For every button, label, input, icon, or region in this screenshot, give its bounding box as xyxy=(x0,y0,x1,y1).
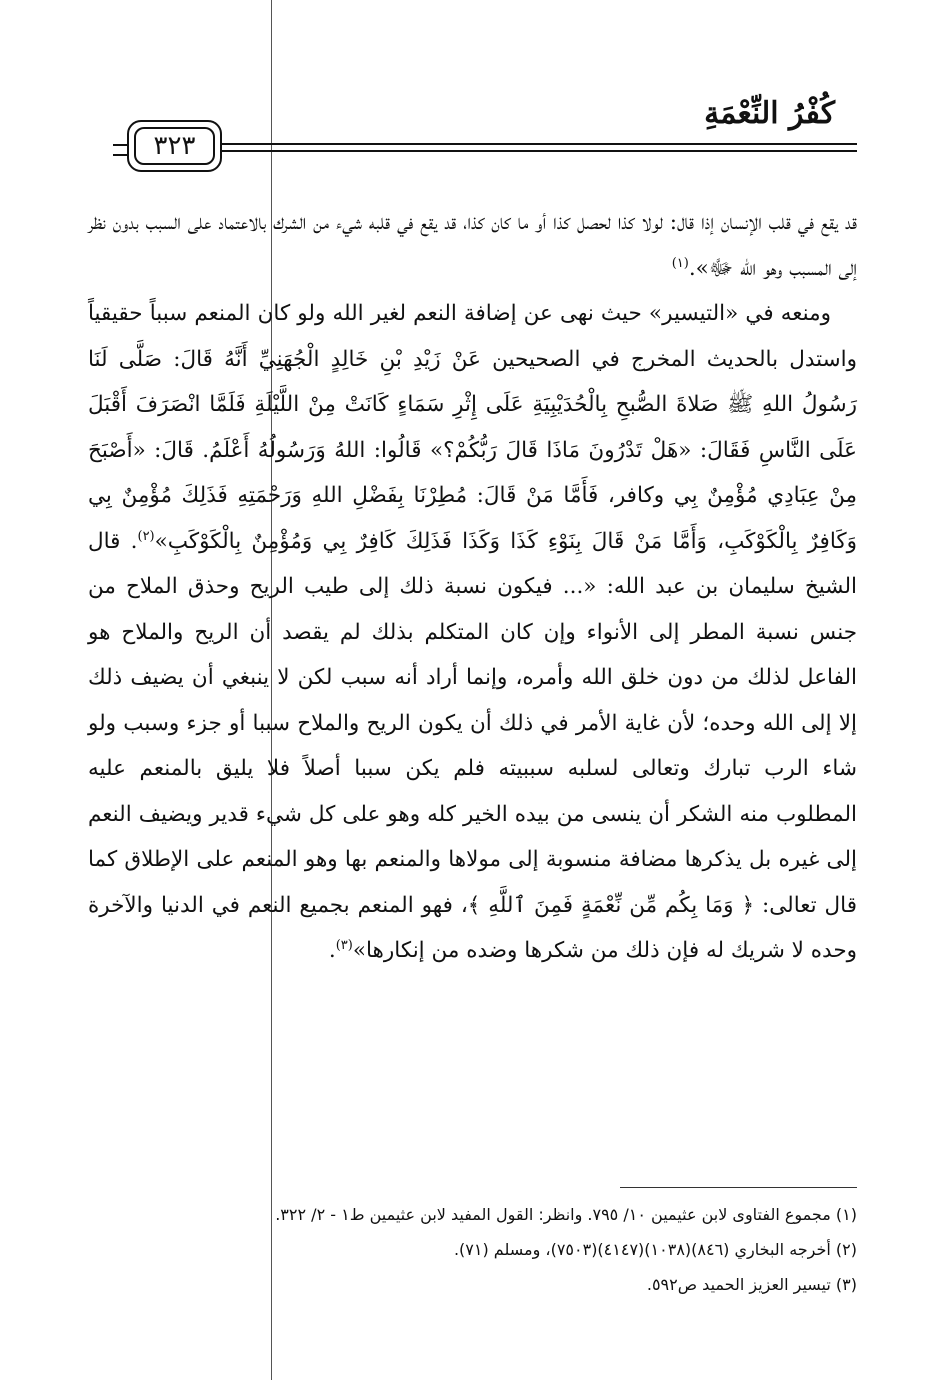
footnotes xyxy=(88,1197,857,1302)
page-header-title: كُفْرُ النِّعْمَةِ xyxy=(704,96,835,131)
paragraph-2-continued: . قال الشيخ سليمان بن عبد الله: «... فيكون نسبة ذلك إلى طيب الريح وحذق الملاح من جنس نسبة المطر إلى الأنواء وإن كان المتكلم بذلك لم يقصد أن الريح والملاح هو الفاعل لذلك من دون خلق الله وأمره، وإنما أراد أنه سبب لكن لا ينبغي أن يضيف ذلك إلا إلى الله وحده؛ لأن غاية الأمر في ذلك أن يكون الريح والملاح سببا أو جزء وسبب ولو شاء الرب تبارك وتعالى لسلبه سببيته فلم يكن سببا أصلاً فلا يليق بالمنعم عليه المطلوب منه الشكر أن ينسى من بيده الخير كله وهو على كل شيء قدير ويضيف النعم إلى غيره بل يذكرها مضافة منسوبة إلى مولاها والمنعم بها وهو المنعم على الإطلاق كما قال تعالى: ﴿ وَمَا بِكُم مِّن نِّعْمَةٍ فَمِنَ ٱللَّهِ ﴾، فهو المنعم بجميع النعم في الدنيا والآخرة وحده لا شريك له فإن ذلك من شكرها وضده من إنكارها» xyxy=(88,528,857,963)
paragraph-2 xyxy=(88,291,857,974)
header-rule-bottom xyxy=(222,150,857,152)
footnote-ref-1[interactable]: (١) xyxy=(671,255,689,271)
paragraph-2-end: . xyxy=(328,938,336,963)
footnote-ref-2[interactable]: (٢) xyxy=(137,528,155,544)
footnote-3: (٣) تيسير العزيز الحميد ص٥٩٢. xyxy=(646,1275,857,1294)
page-number: ٣٢٣ xyxy=(134,127,215,165)
footnote-2: (٢) أخرجه البخاري (٨٤٦)(١٠٣٨)(٤١٤٧)(٧٥٠٣)، ومسلم (٧١). xyxy=(453,1240,857,1259)
paragraph-2-text: ومنعه في «التيسير» حيث نهى عن إضافة النعم لغير الله ولو كان المنعم سبباً حقيقياً واستدل بالحديث المخرج في الصحيحين عَنْ زَيْدِ بْنِ خَالِدٍ الْجُهَنِيِّ أَنَّهُ قَالَ: صَلَّى لَنَا رَسُولُ اللهِ ﷺ صَلاةَ الصُّبحِ بِالْحُدَيْبِيَةِ عَلَى إِثْرِ سَمَاءٍ كَانَتْ مِنْ اللَّيْلَةِ فَلَمَّا انْصَرَفَ أَقْبَلَ عَلَى النَّاسِ فَقَالَ: «هَلْ تَدْرُونَ مَاذَا قَالَ رَبُّكُمْ؟» قَالُوا: اللهُ وَرَسُولُهُ أَعْلَمُ. قَالَ: «أَصْبَحَ مِنْ عِبَادِي مُؤْمِنٌ بِي وكافر، فَأَمَّا مَنْ قَالَ: مُطِرْنَا بِفَضْلِ اللهِ وَرَحْمَتِهِ فَذَلِكَ مُؤْمِنٌ بِي وَكَافِرٌ بِالْكَوْكَبِ، وَأَمَّا مَنْ قَالَ بِنَوْءِ كَذَا وَكَذَا فَذَلِكَ كَافِرٌ بِي وَمُؤْمِنٌ بِالْكَوْكَبِ» xyxy=(88,301,857,554)
header-rule-top xyxy=(222,143,857,145)
paragraph-1 xyxy=(88,200,857,291)
body-text xyxy=(88,200,857,974)
page-number-frame xyxy=(127,120,222,172)
header-rule-end xyxy=(113,144,127,156)
footnote-ref-3[interactable]: (٣) xyxy=(335,937,353,953)
footnote-1: (١) مجموع الفتاوى لابن عثيمين ١٠/ ٧٩٥. وانظر: القول المفيد لابن عثيمين ط١ - ٢/ ٣٢٢. xyxy=(275,1205,857,1224)
footnote-separator xyxy=(620,1187,857,1188)
paragraph-1-text: قد يقع في قلب الإنسان إذا قال: لولا كذا لحصل كذا أو ما كان كذا، قد يقع في قلبه شيء من الشرك بالاعتماد على السبب بدون نظر إلى المسبب وهو الله ﷻ». xyxy=(88,210,857,281)
